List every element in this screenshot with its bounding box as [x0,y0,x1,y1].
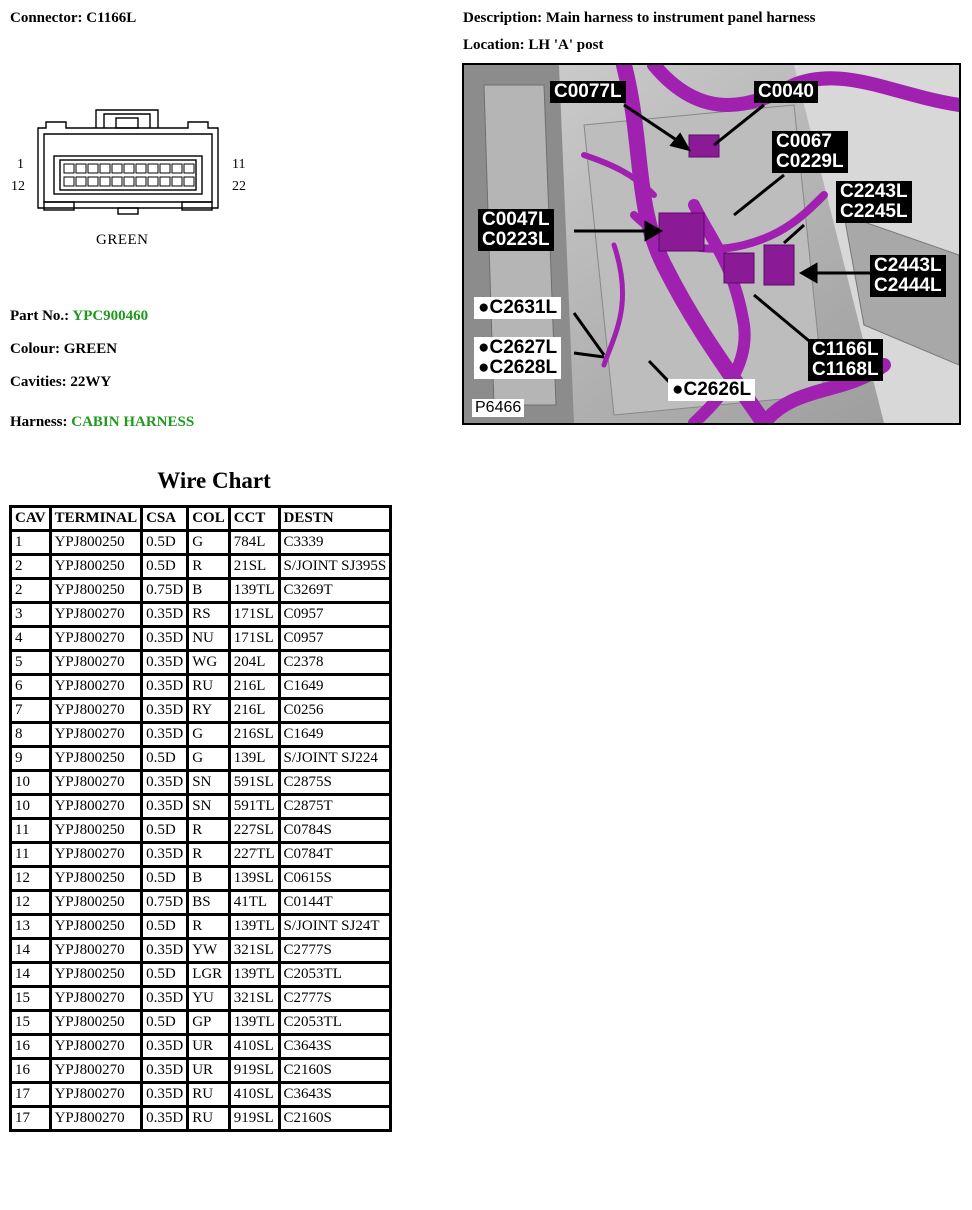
table-cell: 139TL [231,916,278,937]
table-cell: 919SL [231,1108,278,1129]
callout-c2243l-c2245l: C2243L C2245L [836,181,912,223]
table-cell: 591TL [231,796,278,817]
callout-c0040: C0040 [754,81,818,103]
table-row [12,820,389,841]
table-cell: 139TL [231,580,278,601]
column-header: CSA [143,508,186,529]
table-row [12,796,389,817]
table-cell: YPJ800250 [52,964,141,985]
table-cell: 139TL [231,964,278,985]
table-cell: UR [189,1036,228,1057]
table-cell: YPJ800250 [52,916,141,937]
table-cell: YPJ800250 [52,580,141,601]
table-cell: YPJ800270 [52,724,141,745]
table-cell: 321SL [231,940,278,961]
table-cell: 321SL [231,988,278,1009]
column-header: CAV [12,508,49,529]
table-row [12,844,389,865]
table-cell: 0.5D [143,556,186,577]
table-row [12,724,389,745]
table-cell: 0.35D [143,844,186,865]
table-cell: 9 [12,748,49,769]
table-cell: 0.5D [143,916,186,937]
table-cell: YPJ800270 [52,844,141,865]
table-cell: 0.5D [143,868,186,889]
table-cell: 216L [231,676,278,697]
table-cell: YW [189,940,228,961]
table-cell: C0957 [281,604,390,625]
table-cell: 0.35D [143,1036,186,1057]
table-cell: S/JOINT SJ224 [281,748,390,769]
table-cell: C0784T [281,844,390,865]
harness-label: Harness: [10,414,68,430]
table-row [12,964,389,985]
table-cell: 5 [12,652,49,673]
table-cell: 0.75D [143,580,186,601]
connector-face-diagram [8,100,268,230]
table-cell: 0.5D [143,532,186,553]
table-cell: 15 [12,1012,49,1033]
table-cell: 204L [231,652,278,673]
table-cell: 410SL [231,1036,278,1057]
table-row [12,1060,389,1081]
table-cell: 0.75D [143,892,186,913]
table-cell: YPJ800270 [52,772,141,793]
table-cell: YPJ800270 [52,628,141,649]
table-cell: UR [189,1060,228,1081]
harness-link[interactable]: CABIN HARNESS [71,414,195,430]
table-cell: C3643S [281,1036,390,1057]
part-number-line [10,308,148,325]
table-cell: 7 [12,700,49,721]
table-cell: YPJ800270 [52,652,141,673]
table-cell: 17 [12,1108,49,1129]
table-cell: 139SL [231,868,278,889]
table-cell: 21SL [231,556,278,577]
table-cell: YPJ800250 [52,532,141,553]
part-number-label: Part No.: [10,308,70,324]
table-row [12,1036,389,1057]
table-cell: C2875S [281,772,390,793]
table-cell: YPJ800270 [52,1084,141,1105]
table-cell: RS [189,604,228,625]
table-cell: C2053TL [281,1012,390,1033]
table-cell: 216SL [231,724,278,745]
table-cell: YPJ800250 [52,892,141,913]
table-cell: 171SL [231,604,278,625]
description-value: Main harness to instrument panel harness [545,10,816,26]
table-cell: 410SL [231,1084,278,1105]
table-cell: C0615S [281,868,390,889]
table-cell: B [189,580,228,601]
table-row [12,1084,389,1105]
table-row [12,1012,389,1033]
pin-22-label: 22 [232,179,246,194]
table-cell: 919SL [231,1060,278,1081]
table-cell: G [189,724,228,745]
description-line [463,10,816,27]
table-cell: 0.35D [143,1084,186,1105]
table-cell: 0.35D [143,772,186,793]
photo-reference-id: P6466 [472,399,524,417]
table-cell: 15 [12,988,49,1009]
table-cell: G [189,748,228,769]
table-row [12,700,389,721]
table-cell: 41TL [231,892,278,913]
table-cell: R [189,916,228,937]
table-cell: 3 [12,604,49,625]
table-cell: RY [189,700,228,721]
table-cell: RU [189,1108,228,1129]
table-row [12,916,389,937]
table-cell: 0.5D [143,820,186,841]
table-row [12,748,389,769]
table-cell: YPJ800250 [52,556,141,577]
table-cell: 227SL [231,820,278,841]
location-value: LH 'A' post [528,37,604,53]
table-cell: 10 [12,772,49,793]
table-cell: C2777S [281,988,390,1009]
table-cell: YPJ800270 [52,700,141,721]
table-cell: BS [189,892,228,913]
table-cell: 0.35D [143,1060,186,1081]
table-cell: 14 [12,964,49,985]
table-row [12,940,389,961]
table-cell: 0.35D [143,604,186,625]
table-cell: 171SL [231,628,278,649]
table-cell: 0.35D [143,796,186,817]
table-row [12,604,389,625]
table-cell: 139TL [231,1012,278,1033]
column-header: CCT [231,508,278,529]
table-cell: 0.5D [143,748,186,769]
callout-c2627l-c2628l: ●C2627L ●C2628L [474,337,561,379]
table-cell: R [189,844,228,865]
table-cell: 0.5D [143,964,186,985]
colour-line [10,341,117,358]
table-cell: YPJ800270 [52,1060,141,1081]
table-cell: C2160S [281,1060,390,1081]
connector-label: Connector: [10,10,83,26]
table-cell: 0.35D [143,940,186,961]
table-row [12,628,389,649]
table-cell: S/JOINT SJ395S [281,556,390,577]
table-cell: C3643S [281,1084,390,1105]
table-row [12,556,389,577]
part-number-link[interactable]: YPC900460 [72,308,149,324]
pin-1-label: 1 [17,157,24,172]
table-row [12,892,389,913]
table-cell: C0256 [281,700,390,721]
table-cell: YU [189,988,228,1009]
table-cell: YPJ800270 [52,796,141,817]
table-cell: S/JOINT SJ24T [281,916,390,937]
table-row [12,676,389,697]
callout-c0047l-c0223l: C0047L C0223L [478,209,554,251]
table-cell: R [189,556,228,577]
table-cell: YPJ800250 [52,868,141,889]
table-cell: 11 [12,844,49,865]
table-cell: YPJ800270 [52,988,141,1009]
table-cell: C0784S [281,820,390,841]
callout-c2443l-c2444l: C2443L C2444L [870,255,946,297]
cavities-label: Cavities: [10,374,67,390]
table-row [12,652,389,673]
cavities-value: 22WY [70,374,112,390]
table-cell: NU [189,628,228,649]
table-cell: C2053TL [281,964,390,985]
table-cell: C3269T [281,580,390,601]
table-cell: 0.35D [143,1108,186,1129]
callout-c1166l-c1168l: C1166L C1168L [808,339,883,381]
table-cell: 0.5D [143,1012,186,1033]
location-line [463,37,603,54]
callout-c0067-c0229l: C0067 C0229L [772,131,848,173]
location-label: Location: [463,37,525,53]
table-row [12,532,389,553]
table-cell: 0.35D [143,652,186,673]
pin-11-label: 11 [232,157,246,172]
description-label: Description: [463,10,543,26]
table-cell: YPJ800270 [52,676,141,697]
table-cell: 14 [12,940,49,961]
table-cell: 13 [12,916,49,937]
cavities-line [10,374,111,391]
table-cell: C2777S [281,940,390,961]
table-cell: YPJ800270 [52,940,141,961]
table-cell: 139L [231,748,278,769]
table-cell: 6 [12,676,49,697]
connector-heading [10,10,136,27]
table-cell: R [189,820,228,841]
table-cell: GP [189,1012,228,1033]
table-cell: C0957 [281,628,390,649]
connector-colour-caption: GREEN [96,232,149,248]
pin-12-label: 12 [11,179,25,194]
callout-c0077l: C0077L [550,81,626,103]
connector-value: C1166L [86,10,137,26]
table-cell: 16 [12,1060,49,1081]
table-cell: 784L [231,532,278,553]
table-row [12,772,389,793]
table-cell: YPJ800270 [52,604,141,625]
table-cell: YPJ800270 [52,1108,141,1129]
table-row [12,1108,389,1129]
table-cell: SN [189,772,228,793]
table-cell: G [189,532,228,553]
table-cell: 0.35D [143,724,186,745]
table-cell: 0.35D [143,676,186,697]
table-cell: RU [189,676,228,697]
table-cell: 11 [12,820,49,841]
wire-chart-table [9,505,392,1132]
table-cell: C1649 [281,676,390,697]
table-cell: RU [189,1084,228,1105]
table-cell: 8 [12,724,49,745]
table-cell: 0.35D [143,628,186,649]
table-cell: 16 [12,1036,49,1057]
table-cell: C0144T [281,892,390,913]
table-cell: 1 [12,532,49,553]
column-header: TERMINAL [52,508,141,529]
table-cell: B [189,868,228,889]
table-cell: C2378 [281,652,390,673]
colour-label: Colour: [10,341,60,357]
table-cell: YPJ800250 [52,820,141,841]
table-cell: 12 [12,868,49,889]
table-cell: YPJ800250 [52,748,141,769]
table-row [12,580,389,601]
table-cell: LGR [189,964,228,985]
table-cell: 17 [12,1084,49,1105]
table-header-row [12,508,389,529]
table-cell: C3339 [281,532,390,553]
table-cell: 10 [12,796,49,817]
harness-line [10,414,194,431]
table-cell: C2160S [281,1108,390,1129]
column-header: COL [189,508,228,529]
table-cell: 2 [12,580,49,601]
callout-c2631l: ●C2631L [474,297,561,319]
table-cell: C2875T [281,796,390,817]
column-header: DESTN [281,508,390,529]
table-cell: 12 [12,892,49,913]
table-cell: YPJ800250 [52,1012,141,1033]
table-cell: 227TL [231,844,278,865]
wire-chart-title: Wire Chart [157,468,271,493]
table-cell: SN [189,796,228,817]
table-cell: 591SL [231,772,278,793]
location-photo [462,63,961,425]
table-row [12,868,389,889]
table-cell: 0.35D [143,700,186,721]
table-cell: 216L [231,700,278,721]
table-cell: 2 [12,556,49,577]
table-cell: 4 [12,628,49,649]
table-cell: YPJ800270 [52,1036,141,1057]
colour-value: GREEN [63,341,118,357]
table-cell: 0.35D [143,988,186,1009]
table-cell: WG [189,652,228,673]
table-row [12,988,389,1009]
table-cell: C1649 [281,724,390,745]
callout-c2626l: ●C2626L [668,379,755,401]
